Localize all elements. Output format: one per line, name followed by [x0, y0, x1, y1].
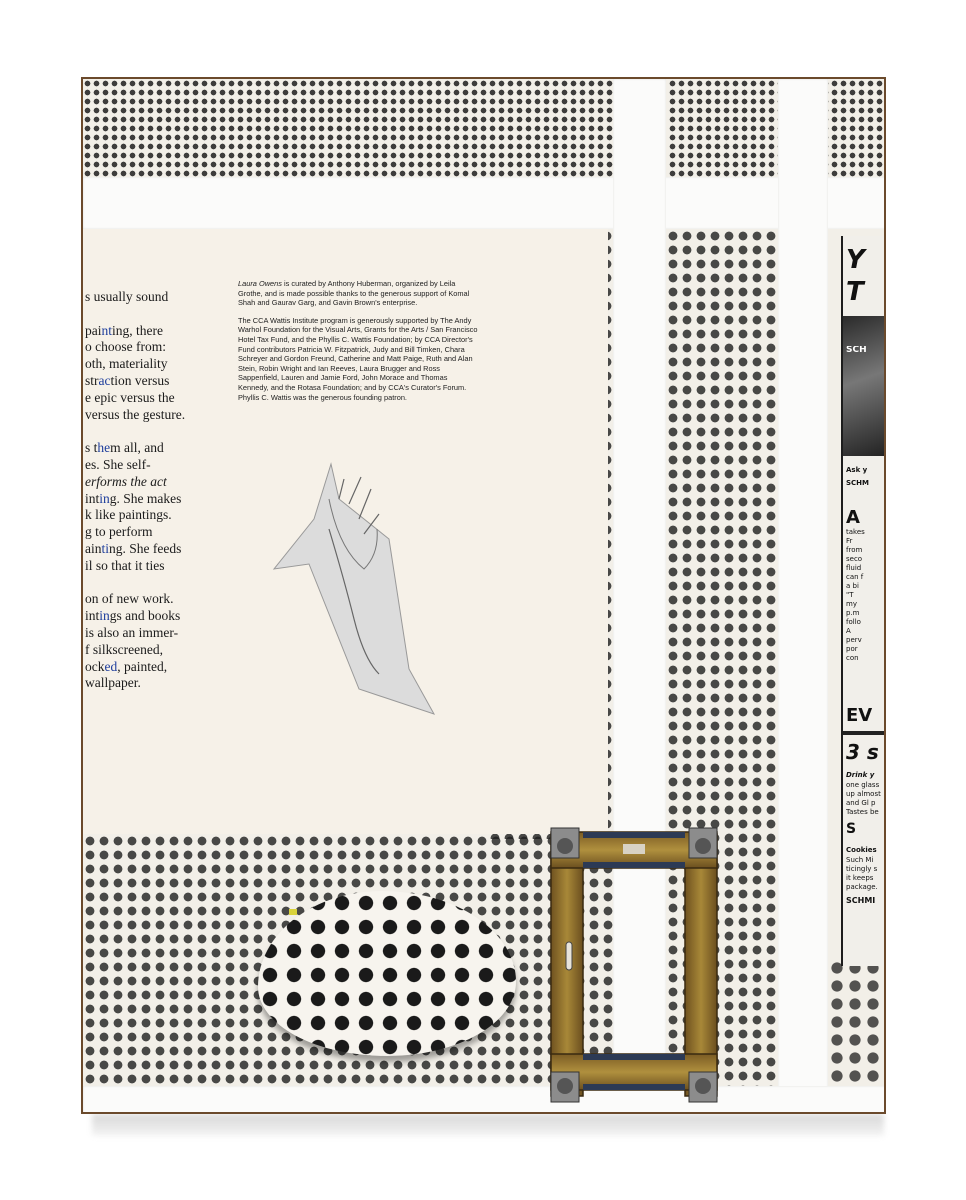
- yellow-sticker: [289, 909, 297, 915]
- painting-panel: [81, 77, 886, 1114]
- essay-line: is also an immer-: [85, 624, 179, 640]
- essay-line: erforms the act: [85, 473, 167, 489]
- newspaper-cookies-line: Cookies: [846, 846, 877, 854]
- essay-line: s them all, and: [85, 440, 164, 456]
- furniture-dolly: [548, 824, 718, 1106]
- essay-line: intings and books: [85, 608, 181, 624]
- newspaper-brand-b: SCHM: [846, 479, 870, 487]
- newspaper-body-line: "T: [846, 591, 854, 599]
- newspaper-body-line: perv: [846, 636, 862, 644]
- credits-title: Laura Owens: [238, 279, 282, 288]
- essay-line: painting, there: [85, 322, 163, 338]
- newspaper-drink-line: and Gl p: [846, 799, 876, 807]
- essay-line: f silkscreened,: [85, 641, 163, 657]
- essay-line: k like paintings.: [85, 507, 172, 523]
- essay-line: versus the gesture.: [85, 406, 186, 422]
- newspaper-brand: SCH: [846, 346, 867, 355]
- newspaper-body-line: can f: [846, 573, 864, 581]
- white-strip-horizontal: [83, 177, 886, 229]
- essay-line: inting. She makes: [85, 490, 182, 506]
- newspaper-cookies-line: ticingly s: [846, 865, 878, 873]
- white-strip-bottom: [83, 1086, 886, 1114]
- credits-paragraph-one: is curated by Anthony Huberman, organized by Leila Grothe, and is made possible thanks to the generous support of Komal Shah and Gaurav Garg, and Gavin Brown's enterprise.: [238, 279, 470, 308]
- newspaper-brand-c: SCHMI: [846, 896, 876, 905]
- essay-line: straction versus: [85, 372, 170, 388]
- newspaper-drink-line: up almost: [846, 790, 881, 798]
- dot-field-top-right: [668, 79, 886, 177]
- dot-field-bottom-right: [828, 959, 886, 1099]
- newspaper-body-line: takes: [846, 528, 865, 536]
- newspaper-body-line: p.m: [846, 609, 860, 617]
- essay-line: es. She self-: [85, 456, 151, 472]
- newspaper-drink-line: Tastes be: [846, 808, 879, 816]
- newspaper-rule: [843, 731, 886, 735]
- newspaper-headline-2: T: [846, 278, 864, 306]
- newspaper-body-line: follo: [846, 618, 861, 626]
- essay-text-column: [85, 289, 205, 692]
- hand-drawing-image: [269, 459, 439, 719]
- newspaper-cookies-line: it keeps: [846, 874, 874, 882]
- essay-line: s usually sound: [85, 289, 169, 304]
- newspaper-ev: EV: [846, 706, 873, 726]
- newspaper-cookies-line: Such Mi: [846, 856, 874, 864]
- newspaper-s-letter: S: [846, 821, 857, 837]
- newspaper-big-letter: A: [846, 508, 860, 528]
- credits-paragraph-two: The CCA Wattis Institute program is generously supported by The Andy Warhol Foundation for the Visual Arts, Grants for the Arts / San Francisco Hotel Tax Fund, and the Phyllis C. Wattis Foundation; by CCA Director's Fund contributors Patricia W. Fitzpatrick, Judy and Bill Timken, Chara Schreyer and Gordon Freund, Catherine and Matt Paige, Ruth and Alan Stein, Robin Wright and Ian Reeves, Laura Brugger and Ross Sappenfield, Lauren and Jamie Ford, John Morace and Thomas Kennedy, and the Rotasa Foundation; and by CCA's Curator's Forum. Phyllis C. Wattis was the generous founding patron.: [238, 315, 478, 402]
- newspaper-clipping: [841, 236, 886, 966]
- essay-line: o choose from:: [85, 339, 166, 355]
- essay-line: ainting. She feeds: [85, 540, 182, 556]
- white-strip-vertical-right: [778, 79, 828, 1114]
- essay-line: e epic versus the: [85, 389, 175, 405]
- dolly-caster: [689, 1072, 717, 1102]
- dolly-caster: [551, 828, 579, 858]
- newspaper-cookies-line: package.: [846, 883, 878, 891]
- dot-field-top-left: [83, 79, 613, 177]
- newspaper-body-line: my: [846, 600, 857, 608]
- newspaper-drink-line: one glass: [846, 781, 880, 789]
- essay-line: oth, materiality: [85, 356, 168, 372]
- essay-line: g to perform: [85, 524, 153, 540]
- newspaper-headline: Y: [846, 246, 865, 274]
- exhibition-credits: [238, 279, 478, 410]
- newspaper-body-line: a bi: [846, 582, 859, 590]
- newspaper-body-line: seco: [846, 555, 863, 563]
- newspaper-body-line: fluid: [846, 564, 862, 572]
- newspaper-big-number: 3 s: [846, 741, 879, 763]
- essay-line: ocked, painted,: [85, 658, 168, 674]
- newspaper-photo: [843, 316, 886, 456]
- newspaper-body-line: Fr: [846, 537, 853, 545]
- wall-shadow: [92, 1114, 884, 1136]
- newspaper-body-line: con: [846, 654, 859, 662]
- essay-line: il so that it ties: [85, 557, 165, 573]
- dolly-caster: [551, 1072, 579, 1102]
- newspaper-body-line: por: [846, 645, 858, 653]
- newspaper-body-line: A: [846, 627, 851, 635]
- newspaper-body-line: from: [846, 546, 863, 554]
- dolly-caster: [689, 828, 717, 858]
- essay-line: on of new work.: [85, 591, 174, 607]
- newspaper-drink-line: Drink y: [846, 771, 875, 779]
- essay-line: wallpaper.: [85, 675, 141, 691]
- newspaper-ask-line: Ask y: [846, 466, 868, 474]
